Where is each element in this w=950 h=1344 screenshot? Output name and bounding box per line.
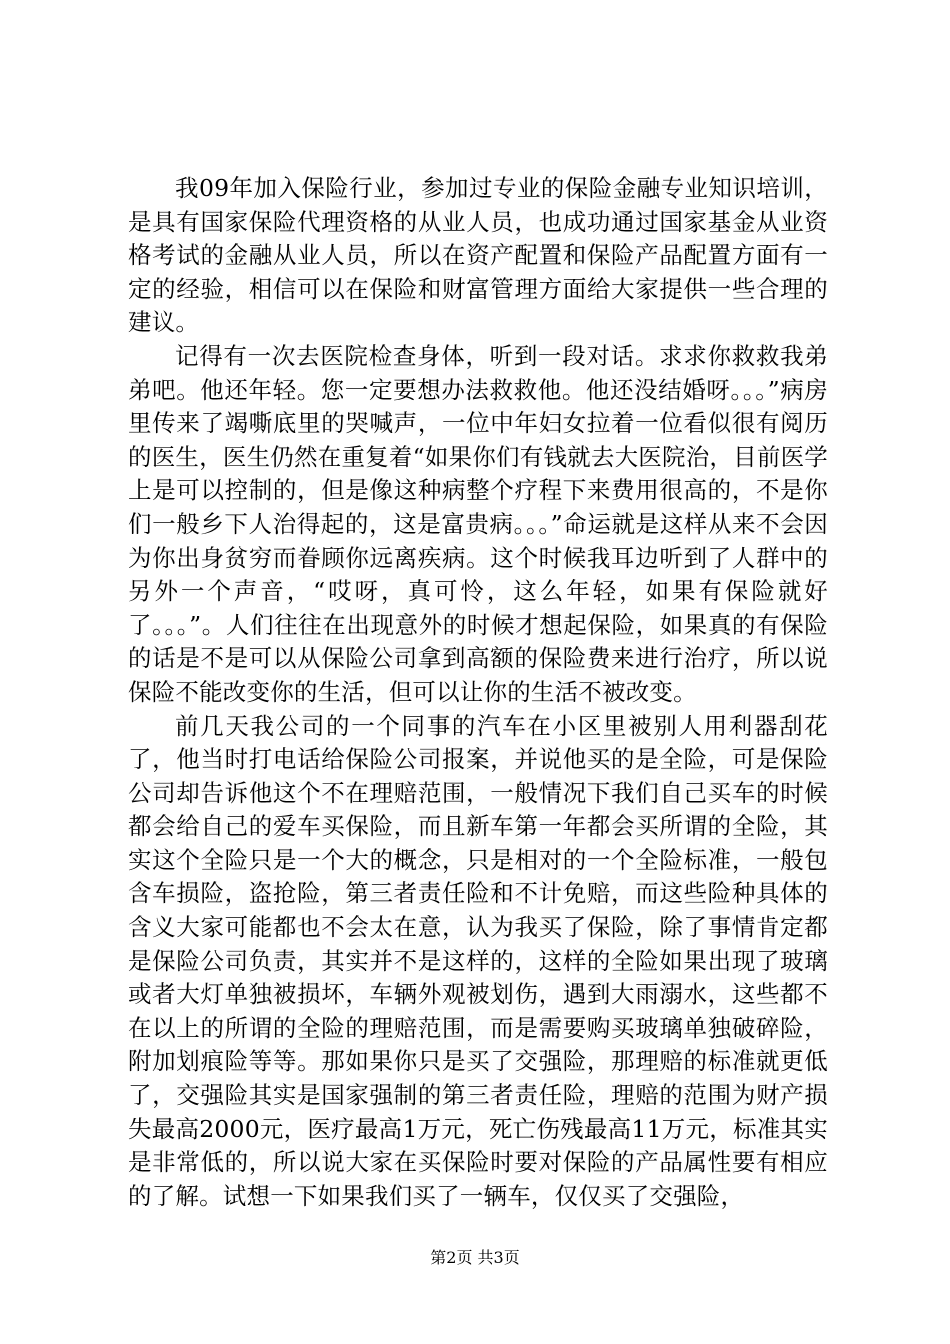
document-body xyxy=(128,172,828,1213)
page-footer: 第2页 共3页 xyxy=(430,1248,520,1267)
paragraph-1: 我09年加入保险行业，参加过专业的保险金融专业知识培训，是具有国家保险代理资格的从业人员，也成功通过国家基金从业资格考试的金融从业人员，所以在资产配置和保险产品配置方面有一定的经验，相信可以在保险和财富管理方面给大家提供一些合理的建议。 xyxy=(128,174,828,337)
paragraph-3: 前几天我公司的一个同事的汽车在小区里被别人用利器刮花了，他当时打电话给保险公司报案，并说他买的是全险，可是保险公司却告诉他这个不在理赔范围，一般情况下我们自己买车的时候都会给自己的爱车买保险，而且新车第一年都会买所谓的全险，其实这个全险只是一个大的概念，只是相对的一个全险标准，一般包含车损险，盗抢险，第三者责任险和不计免赔，而这些险种具体的含义大家可能都也不会太在意，认为我买了保险，除了事情肯定都是保险公司负责，其实并不是这样的，这样的全险如果出现了玻璃或者大灯单独被损坏，车辆外观被划伤，遇到大雨溺水，这些都不在以上的所谓的全险的理赔范围，而是需要购买玻璃单独破碎险，附加划痕险等等。那如果你只是买了交强险，那理赔的标准就更低了，交强险其实是国家强制的第三者责任险，理赔的范围为财产损失最高2000元，医疗最高1万元，死亡伤残最高11万元，标准其实是非常低的，所以说大家在买保险时要对保险的产品属性要有相应的了解。试想一下如果我们买了一辆车，仅仅买了交强险， xyxy=(128,711,828,1210)
paragraph-2: 记得有一次去医院检查身体，听到一段对话。求求你救救我弟弟吧。他还年轻。您一定要想办法救救他。他还没结婚呀。。。”病房里传来了竭嘶底里的哭喊声，一位中年妇女拉着一位看似很有阅历的医生，医生仍然在重复着“如果你们有钱就去大医院治，目前医学上是可以控制的，但是像这种病整个疗程下来费用很高的，不是你们一般乡下人治得起的，这是富贵病。。。”命运就是这样从来不会因为你出身贫穷而眷顾你远离疾病。这个时候我耳边听到了人群中的另外一个声音，“哎呀，真可怜，这么年轻，如果有保险就好了。。。”。人们往往在出现意外的时候才想起保险，如果真的有保险的话是不是可以从保险公司拿到高额的保险费来进行治疗，所以说保险不能改变你的生活，但可以让你的生活不被改变。 xyxy=(128,341,828,706)
